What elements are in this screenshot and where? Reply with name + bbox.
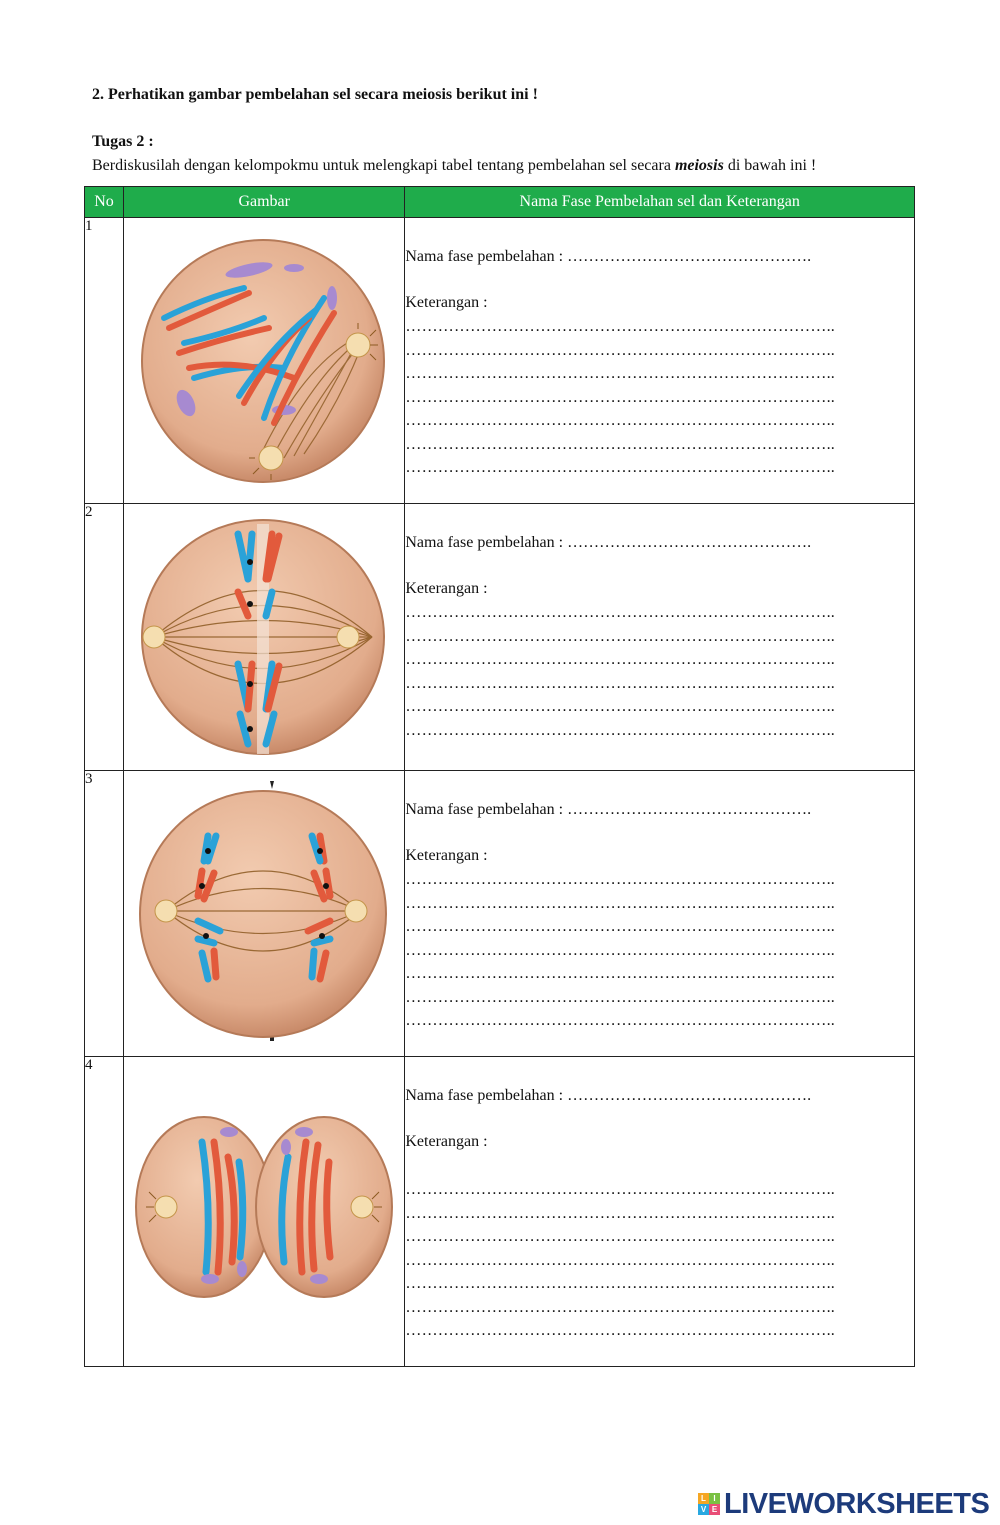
phase-name-field[interactable]: Nama fase pembelahan : ………………………………………. bbox=[405, 801, 812, 818]
note-label: Keterangan : bbox=[405, 847, 488, 864]
table-row bbox=[85, 771, 915, 1057]
answer-line[interactable]: …………………………………………………………………….. bbox=[405, 1251, 835, 1269]
answer-lines[interactable] bbox=[405, 315, 914, 480]
table-row bbox=[85, 504, 915, 771]
phase-name-field[interactable]: Nama fase pembelahan : ………………………………………. bbox=[405, 1087, 812, 1104]
answer-line[interactable]: …………………………………………………………………….. bbox=[405, 1012, 835, 1029]
answer-line[interactable]: …………………………………………………………………….. bbox=[405, 651, 835, 668]
row-number: 3 bbox=[85, 771, 124, 1057]
cell-image-1 bbox=[124, 218, 405, 504]
row-number: 1 bbox=[85, 218, 124, 504]
cell-image-4 bbox=[124, 1057, 405, 1367]
cell-description-3 bbox=[405, 771, 915, 1057]
telophase-cell-illustration bbox=[124, 1057, 405, 1366]
cell-description-1 bbox=[405, 218, 915, 504]
phase-name-field[interactable]: Nama fase pembelahan : ………………………………………. bbox=[405, 248, 812, 265]
answer-line[interactable]: …………………………………………………………………….. bbox=[405, 388, 835, 406]
answer-line[interactable]: …………………………………………………………………….. bbox=[405, 1322, 835, 1339]
answer-line[interactable]: …………………………………………………………………….. bbox=[405, 1275, 835, 1292]
question-title: 2. Perhatikan gambar pembelahan sel secara meiosis berikut ini ! bbox=[92, 86, 538, 103]
answer-lines[interactable] bbox=[405, 1178, 914, 1343]
logo-mark-e: E bbox=[709, 1504, 720, 1515]
answer-line[interactable]: …………………………………………………………………….. bbox=[405, 1298, 835, 1316]
answer-line[interactable]: …………………………………………………………………….. bbox=[405, 941, 835, 959]
table-row bbox=[85, 1057, 915, 1367]
answer-lines[interactable] bbox=[405, 868, 914, 1033]
answer-line[interactable]: …………………………………………………………………….. bbox=[405, 988, 835, 1006]
answer-line[interactable]: …………………………………………………………………….. bbox=[405, 341, 835, 359]
spacer bbox=[405, 1154, 914, 1178]
answer-line[interactable]: …………………………………………………………………….. bbox=[405, 365, 835, 382]
answer-lines[interactable] bbox=[405, 601, 914, 742]
answer-line[interactable]: …………………………………………………………………….. bbox=[405, 1181, 835, 1198]
header-no: No bbox=[85, 187, 124, 218]
instruction-emphasis: meiosis bbox=[674, 157, 724, 174]
answer-line[interactable]: …………………………………………………………………….. bbox=[405, 627, 835, 645]
instruction-text-end: di bawah ini ! bbox=[723, 157, 817, 174]
table-row bbox=[85, 218, 915, 504]
answer-line[interactable]: …………………………………………………………………….. bbox=[405, 674, 835, 692]
answer-line[interactable]: …………………………………………………………………….. bbox=[405, 965, 835, 982]
phase-name-field[interactable]: Nama fase pembelahan : ………………………………………. bbox=[405, 534, 812, 551]
cell-image-2 bbox=[124, 504, 405, 771]
answer-line[interactable]: …………………………………………………………………….. bbox=[405, 698, 835, 715]
answer-line[interactable]: …………………………………………………………………….. bbox=[405, 318, 835, 335]
anaphase-cell-illustration bbox=[124, 771, 405, 1056]
liveworksheets-logo bbox=[698, 1487, 998, 1521]
answer-line[interactable]: …………………………………………………………………….. bbox=[405, 918, 835, 935]
note-label: Keterangan : bbox=[405, 580, 488, 597]
logo-mark-i: I bbox=[709, 1493, 720, 1504]
table-header-row bbox=[85, 187, 915, 218]
answer-line[interactable]: …………………………………………………………………….. bbox=[405, 1204, 835, 1222]
answer-line[interactable]: …………………………………………………………………….. bbox=[405, 604, 835, 621]
note-label: Keterangan : bbox=[405, 294, 488, 311]
prophase-cell-illustration bbox=[124, 218, 405, 503]
logo-mark-icon bbox=[698, 1493, 720, 1515]
cell-description-4 bbox=[405, 1057, 915, 1367]
task-title: Tugas 2 : bbox=[92, 133, 154, 150]
logo-text: LIVEWORKSHEETS bbox=[724, 1487, 990, 1520]
answer-line[interactable]: …………………………………………………………………….. bbox=[405, 459, 835, 476]
answer-line[interactable]: …………………………………………………………………….. bbox=[405, 1228, 835, 1245]
cell-image-3 bbox=[124, 771, 405, 1057]
note-label: Keterangan : bbox=[405, 1133, 488, 1150]
instruction-text: Berdiskusilah dengan kelompokmu untuk melengkapi tabel tentang pembelahan sel secara bbox=[92, 157, 675, 174]
answer-line[interactable]: …………………………………………………………………….. bbox=[405, 721, 835, 739]
answer-line[interactable]: …………………………………………………………………….. bbox=[405, 435, 835, 453]
answer-line[interactable]: …………………………………………………………………….. bbox=[405, 412, 835, 429]
header-description: Nama Fase Pembelahan sel dan Keterangan bbox=[405, 187, 915, 218]
cell-description-2 bbox=[405, 504, 915, 771]
logo-mark-l: L bbox=[698, 1493, 709, 1504]
metaphase-cell-illustration bbox=[124, 504, 405, 770]
task-instruction bbox=[92, 157, 816, 175]
answer-line[interactable]: …………………………………………………………………….. bbox=[405, 871, 835, 888]
logo-mark-v: V bbox=[698, 1504, 709, 1515]
meiosis-table bbox=[84, 186, 915, 1367]
header-image: Gambar bbox=[124, 187, 405, 218]
answer-line[interactable]: …………………………………………………………………….. bbox=[405, 894, 835, 912]
row-number: 2 bbox=[85, 504, 124, 771]
row-number: 4 bbox=[85, 1057, 124, 1367]
